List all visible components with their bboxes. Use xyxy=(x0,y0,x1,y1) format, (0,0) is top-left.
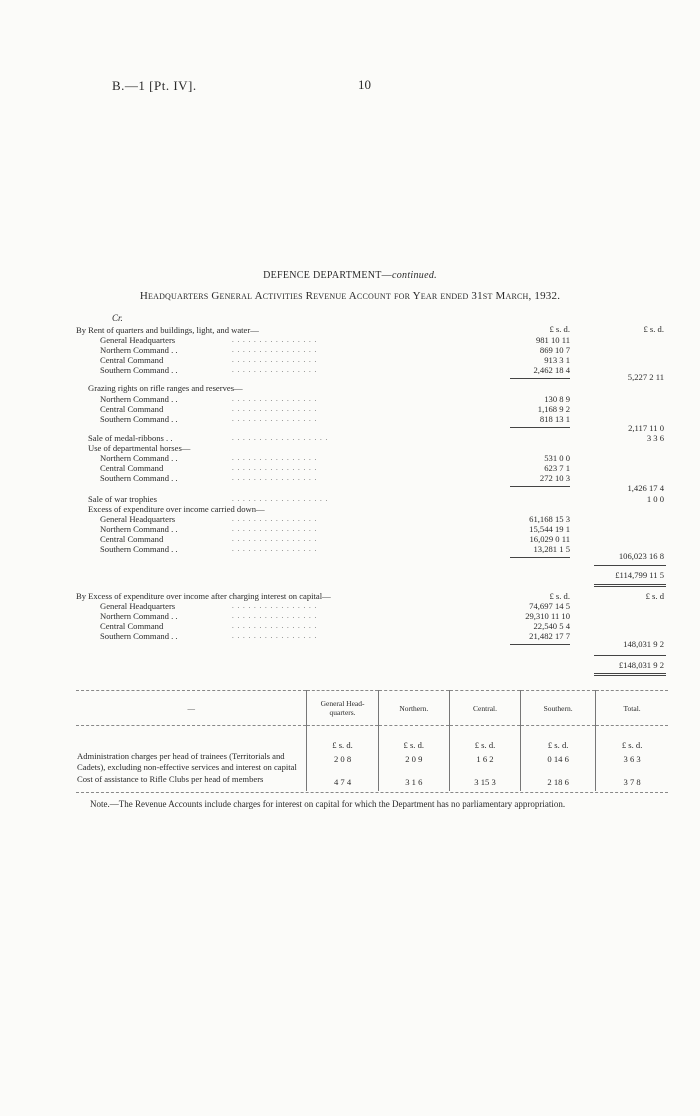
ledger-line: Northern Command . . . . . . . . . . . . . . . . . . 130 8 9 xyxy=(100,394,570,404)
ledger-line: Central Command . . . . . . . . . . . . . . . . 22,540 5 4 xyxy=(100,621,570,631)
ledger-subtotal: 106,023 16 8 xyxy=(618,551,664,561)
page-number: 10 xyxy=(358,77,371,92)
credit-label: Cr. xyxy=(112,313,123,323)
total-rule xyxy=(594,673,666,674)
document-reference: B.—1 [Pt. IV]. xyxy=(112,78,197,93)
ledger-line: Central Command . . . . . . . . . . . . . . . . 913 3 1 xyxy=(100,355,570,365)
column-units-2: £ s. d. xyxy=(643,324,664,334)
ledger-line: General Headquarters . . . . . . . . . . . . . . . . 981 10 11 xyxy=(100,335,570,345)
ledger-line: Central Command . . . . . . . . . . . . . . . . 1,168 9 2 xyxy=(100,404,570,414)
summary-header-blank: — xyxy=(76,691,307,726)
summary-units-row: £ s. d. £ s. d. £ s. d. £ s. d. £ s. d. xyxy=(76,726,668,752)
ledger-line: Northern Command . . . . . . . . . . . . . . . . . . 869 10 7 xyxy=(100,345,570,355)
summary-header-southern: Southern. xyxy=(521,691,596,726)
ledger-line: Sale of war trophies . . . . . . . . . . . . . . . . . . 1 0 0 xyxy=(88,494,664,504)
table-bottom-rule xyxy=(76,792,668,793)
ledger-subtotal: 5,227 2 11 xyxy=(627,372,664,382)
ledger-line: Southern Command . . . . . . . . . . . . . . . . . . 272 10 3 xyxy=(100,473,570,483)
ledger-line: Southern Command . . . . . . . . . . . . . . . . . . 2,462 18 4 xyxy=(100,365,570,375)
total-rule xyxy=(594,675,666,676)
ledger-line: General Headquarters . . . . . . . . . . . . . . . . 61,168 15 3 xyxy=(100,514,570,524)
grand-total-2: £148,031 9 2 xyxy=(618,660,664,670)
total-rule xyxy=(594,655,666,656)
per-head-summary-table xyxy=(76,690,668,791)
ledger-line: Northern Command . . . . . . . . . . . . . . . . . . 29,310 11 10 xyxy=(100,611,570,621)
horses-heading: Use of departmental horses— xyxy=(88,443,191,453)
ledger-line: Sale of medal-ribbons . . . . . . . . . . . . . . . . . . . . 3 3 6 xyxy=(88,433,664,443)
summary-header-central: Central. xyxy=(449,691,520,726)
capital-heading: By Excess of expenditure over income after charging interest on capital— £ s. d. £ s. d xyxy=(76,591,664,601)
ledger-line: Southern Command . . . . . . . . . . . . . . . . . . 13,281 1 5 xyxy=(100,544,570,554)
table-row: Cost of assistance to Rifle Clubs per head of members 4 7 4 3 1 6 3 15 3 2 18 6 3 7 8 xyxy=(76,774,668,791)
column-units-1: £ s. d. xyxy=(549,324,570,334)
ledger-line: Central Command . . . . . . . . . . . . . . . . 623 7 1 xyxy=(100,463,570,473)
total-rule xyxy=(594,586,666,587)
grazing-heading: Grazing rights on rifle ranges and reserves— xyxy=(88,383,243,393)
ledger-line: General Headquarters . . . . . . . . . . . . . . . . 74,697 14 5 xyxy=(100,601,570,611)
table-row: Administration charges per head of trainees (Territorials and Cadets), excluding non-effective services and interest on capital 2 0 8 2 0 9 1 6 2 0 14 6 3 6 3 xyxy=(76,751,668,774)
footnote: Note.—The Revenue Accounts include charges for interest on capital for which the Department has no parliamentary appropriation. xyxy=(90,799,566,809)
summary-header-northern: Northern. xyxy=(378,691,449,726)
grand-total-1: £114,799 11 5 xyxy=(615,570,664,580)
total-rule xyxy=(594,584,666,585)
excess-heading: Excess of expenditure over income carried down— xyxy=(88,504,265,514)
summary-header-row xyxy=(76,691,668,726)
summary-header-total: Total. xyxy=(596,691,668,726)
total-rule xyxy=(594,565,666,566)
ledger-line: Southern Command . . . . . . . . . . . . . . . . . . 818 13 1 xyxy=(100,414,570,424)
ledger-line: Northern Command . . . . . . . . . . . . . . . . . . 531 0 0 xyxy=(100,453,570,463)
account-title: Headquarters General Activities Revenue Account for Year ended 31st March, 1932. xyxy=(139,290,561,302)
ledger-subtotal: 1,426 17 4 xyxy=(627,483,664,493)
ledger-line: Central Command . . . . . . . . . . . . . . . . 16,029 0 11 xyxy=(100,534,570,544)
summary-header-gen: General Head-quarters. xyxy=(307,691,378,726)
ledger-line: Southern Command . . . . . . . . . . . . . . . . . . 21,482 17 7 xyxy=(100,631,570,641)
ledger-line: Northern Command . . . . . . . . . . . . . . . . . . 15,544 19 1 xyxy=(100,524,570,534)
department-title: DEFENCE DEPARTMENT—continued. xyxy=(263,270,437,281)
ledger-subtotal: 148,031 9 2 xyxy=(623,639,664,649)
ledger-subtotal: 2,117 11 0 xyxy=(628,423,664,433)
rent-heading: By Rent of quarters and buildings, light, and water— xyxy=(76,325,259,335)
